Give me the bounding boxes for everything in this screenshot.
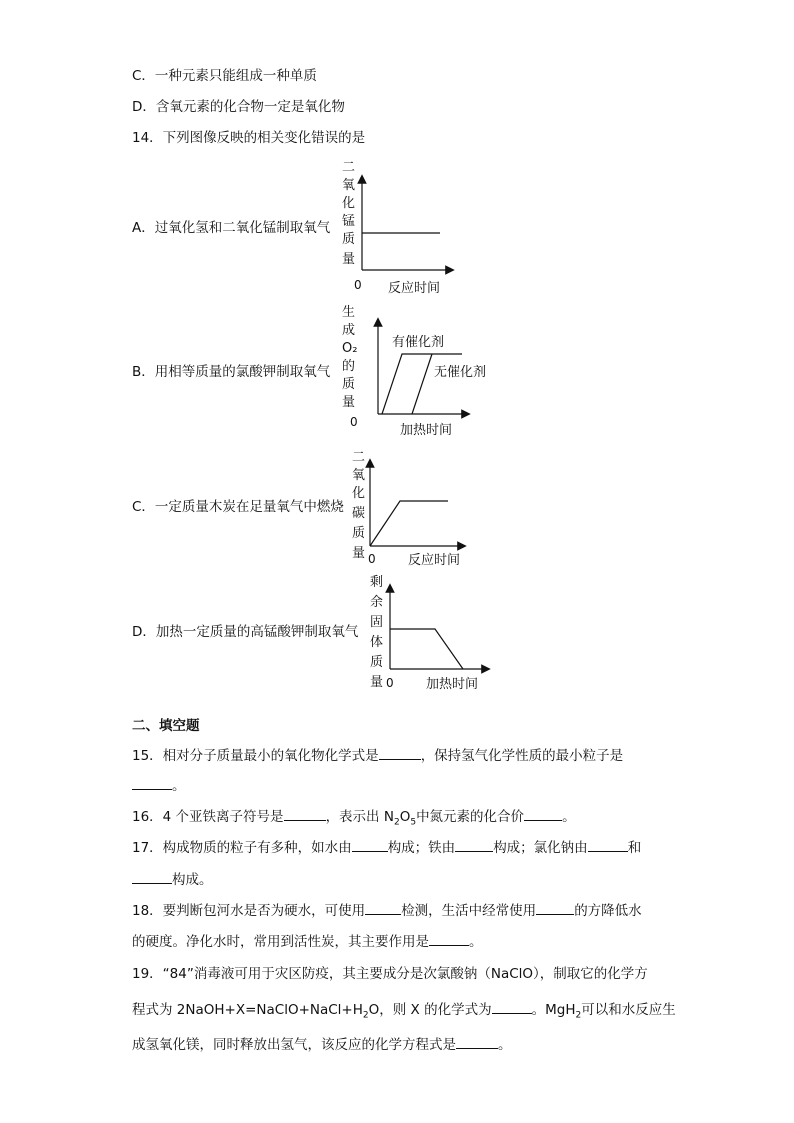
question-15-line2 — [132, 775, 186, 795]
graph-a-ylabel-2: 氧 — [342, 178, 356, 193]
question-18-line2 — [132, 931, 483, 951]
graph-d-ylabel-5: 质 — [370, 655, 384, 670]
section-heading: 二、填空题 — [132, 718, 200, 734]
graph-b-ylabel-2: 成 — [342, 323, 356, 338]
q18-text-4: 的硬度。净化水时，常用到活性炭，其主要作用是 — [132, 934, 429, 950]
graph-b-ylabel-4: 的 — [342, 359, 356, 374]
graph-c-ylabel-1: 二 — [352, 450, 366, 465]
question-18-line1 — [132, 900, 642, 920]
question-15-line1 — [132, 745, 623, 765]
answer-blank[interactable] — [365, 900, 401, 915]
option-a-label: A．过氧化氢和二氧化锰制取氧气 — [132, 220, 331, 236]
option-d-label: D．加热一定质量的高锰酸钾制取氧气 — [132, 624, 359, 640]
q19-text-4: 。MgH — [531, 1002, 576, 1018]
q19-text-7: 。 — [498, 1037, 512, 1053]
answer-blank[interactable] — [429, 931, 469, 946]
q19-sub-2: 2 — [575, 1010, 582, 1021]
q19-text-6: 成氢氧化镁，同时释放出氢气，该反应的化学方程式是 — [132, 1037, 456, 1053]
graph-c-ylabel-4: 碳 — [352, 506, 366, 521]
graph-c-ylabel-5: 质 — [352, 526, 366, 541]
graph-c — [340, 445, 480, 575]
graph-a-ylabel-6: 量 — [342, 252, 356, 267]
question-19-line3 — [132, 1034, 512, 1054]
q16-text-5: 。 — [562, 809, 576, 825]
graph-a-ylabel-5: 质 — [342, 232, 356, 247]
option-c-label: C．一定质量木炭在足量氧气中燃烧 — [132, 499, 344, 515]
graph-a-ylabel-3: 化 — [342, 196, 356, 211]
question-14-stem: 14．下列图像反映的相关变化错误的是 — [132, 130, 366, 146]
answer-blank[interactable] — [284, 806, 326, 821]
graph-d-ylabel-1: 剩 — [370, 575, 384, 590]
graph-b — [330, 300, 510, 440]
q16-sub-2: 5 — [410, 817, 417, 828]
answer-blank[interactable] — [524, 806, 562, 821]
answer-blank[interactable] — [352, 837, 388, 852]
answer-blank[interactable] — [132, 869, 172, 884]
q19-sub-1: 2 — [362, 1010, 369, 1021]
answer-blank[interactable] — [588, 837, 628, 852]
q17-text-1: 17．构成物质的粒子有多种，如水由 — [132, 840, 352, 856]
graph-b-ylabel-5: 质 — [342, 377, 356, 392]
graph-a-ylabel-1: 二 — [342, 160, 356, 175]
q17-text-5: 构成。 — [172, 872, 213, 888]
graph-b-label-no-catalyst: 无催化剂 — [434, 365, 487, 380]
q19-text-3: O，则 X 的化学式为 — [368, 1002, 492, 1018]
graph-d-ylabel-2: 余 — [370, 595, 384, 610]
graph-b-line-no-catalyst — [412, 354, 432, 414]
graph-d-origin: 0 — [386, 676, 394, 690]
q18-text-1: 18．要判断包河水是否为硬水，可使用 — [132, 903, 366, 919]
question-16 — [132, 806, 576, 832]
q17-text-2: 构成；铁由 — [387, 840, 456, 856]
answer-blank[interactable] — [379, 745, 421, 760]
q16-text-2: ，表示出 N — [325, 809, 394, 825]
answer-blank[interactable] — [456, 1034, 498, 1049]
q16-sub-1: 2 — [393, 817, 400, 828]
q19-text-5: 可以和水反应生 — [581, 1002, 676, 1018]
graph-d-xlabel: 加热时间 — [426, 677, 479, 692]
graph-c-line — [370, 501, 448, 546]
question-19-line2 — [132, 999, 676, 1025]
q18-text-5: 。 — [469, 934, 483, 950]
q18-text-2: 检测，生活中经常使用 — [401, 903, 537, 919]
answer-blank[interactable] — [132, 775, 172, 790]
option-b-label: B．用相等质量的氯酸钾制取氧气 — [132, 364, 331, 380]
graph-b-label-catalyst: 有催化剂 — [392, 335, 445, 350]
option-d-prev: D．含氧元素的化合物一定是氧化物 — [132, 99, 345, 115]
graph-d-line — [390, 629, 463, 669]
answer-blank[interactable] — [455, 837, 493, 852]
q19-text-2: 程式为 2NaOH+X=NaClO+NaCl+H — [132, 1002, 363, 1018]
graph-c-xlabel: 反应时间 — [408, 553, 461, 568]
q16-text-1: 16．4 个亚铁离子符号是 — [132, 809, 284, 825]
q17-text-4: 和 — [627, 840, 642, 856]
question-17-line1 — [132, 837, 641, 857]
graph-b-xlabel: 加热时间 — [400, 423, 453, 438]
graph-c-ylabel-6: 量 — [352, 546, 366, 561]
option-c-prev: C．一种元素只能组成一种单质 — [132, 68, 317, 84]
graph-d — [360, 570, 500, 695]
q16-text-4: 中氮元素的化合价 — [416, 809, 525, 825]
q15-text-2: ，保持氢气化学性质的最小粒子是 — [420, 748, 624, 764]
q16-text-3: O — [399, 809, 411, 825]
answer-blank[interactable] — [492, 999, 532, 1014]
graph-a-xlabel: 反应时间 — [388, 281, 441, 296]
q15-text-1: 15．相对分子质量最小的氧化物化学式是 — [132, 748, 379, 764]
question-17-line2 — [132, 869, 213, 889]
graph-d-ylabel-3: 固 — [370, 615, 384, 630]
graph-a — [330, 155, 470, 300]
question-19-line1: 19．“84”消毒液可用于灾区防疫，其主要成分是次氯酸钠（NaClO），制取它的化学方 — [132, 966, 648, 982]
graph-c-origin: 0 — [368, 552, 376, 566]
q17-text-3: 构成；氯化钠由 — [493, 840, 588, 856]
graph-a-ylabel-4: 锰 — [342, 214, 356, 229]
graph-b-ylabel-6: 量 — [342, 395, 356, 410]
graph-c-ylabel-2: 氧 — [352, 468, 366, 483]
graph-a-origin: 0 — [354, 278, 362, 292]
q15-text-3: 。 — [172, 778, 186, 794]
answer-blank[interactable] — [536, 900, 574, 915]
graph-c-ylabel-3: 化 — [352, 486, 366, 501]
graph-d-ylabel-6: 量 — [370, 675, 384, 690]
graph-b-ylabel-3: O₂ — [342, 341, 358, 356]
graph-b-origin: 0 — [350, 415, 358, 429]
graph-b-ylabel-1: 生 — [342, 305, 356, 320]
q18-text-3: 的方降低水 — [574, 903, 642, 919]
graph-d-ylabel-4: 体 — [370, 635, 384, 650]
